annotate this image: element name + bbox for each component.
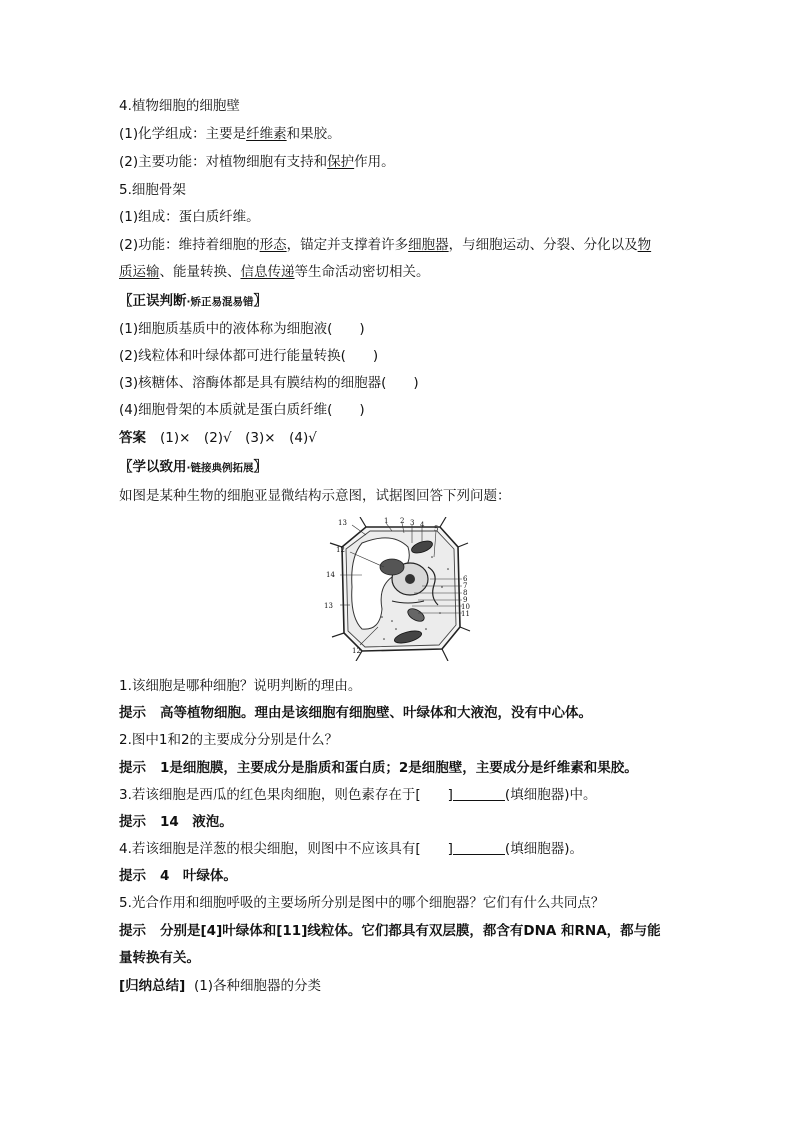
judge-section-tag: 〖正误判断·矫正易混易错〗 [119,293,267,309]
label-8: 8 [463,589,468,597]
summary-line: [归纳总结] (1)各种细胞器的分类 [119,978,322,994]
label-5: 5 [434,525,439,533]
underlined-term: 细胞器 [408,237,449,253]
label-6: 6 [463,575,468,583]
underlined-term: 质运输 [119,264,160,280]
section-5-line-3: 质运输、能量转换、信息传递等生命活动密切相关。 [119,264,430,280]
label-7: 7 [463,582,468,590]
label-10: 10 [461,603,470,611]
hint-2: 提示 1是细胞膜，主要成分是脂质和蛋白质；2是细胞壁，主要成分是纤维素和果胶。 [119,760,638,776]
question-1: 1.该细胞是哪种细胞？说明判断的理由。 [119,678,362,694]
label-3: 3 [410,519,415,527]
question-2: 2.图中1和2的主要成分分别是什么？ [119,732,339,748]
plant-cell-svg [322,517,482,661]
answer-blank [453,786,505,801]
label-13: 13 [338,519,347,527]
apply-section-tag: 〖学以致用·链接典例拓展〗 [119,459,267,475]
hint-5-continued: 量转换有关。 [119,950,200,966]
hint-5: 提示 分别是[4]叶绿体和[11]线粒体。它们都具有双层膜，都含有DNA 和RNA，都与能 [119,923,661,939]
section-5-title: 5.细胞骨架 [119,182,186,198]
judge-item-2: (2)线粒体和叶绿体都可进行能量转换( ) [119,348,379,364]
section-5-line-1: (1)组成：蛋白质纤维。 [119,209,260,225]
underlined-term: 物 [637,237,652,253]
underlined-term: 纤维素 [246,126,287,142]
section-4-line-2: (2)主要功能：对植物细胞有支持和保护作用。 [119,154,395,170]
label-12: 12 [336,546,345,554]
question-4: 4.若该细胞是洋葱的根尖细胞，则图中不应该具有[ ] (填细胞器)。 [119,841,583,857]
judge-answer: 答案 (1)× (2)√ (3)× (4)√ [119,430,317,446]
hint-3: 提示 14 液泡。 [119,814,233,830]
hint-4: 提示 4 叶绿体。 [119,868,237,884]
answer-blank [453,840,505,855]
label-4: 4 [420,521,425,529]
label-13b: 13 [324,602,333,610]
section-4-line-1: (1)化学组成：主要是纤维素和果胶。 [119,126,341,142]
judge-item-1: (1)细胞质基质中的液体称为细胞液( ) [119,321,365,337]
label-12b: 12 [352,647,361,655]
judge-item-4: (4)细胞骨架的本质就是蛋白质纤维( ) [119,402,365,418]
underlined-term: 信息传递 [240,264,295,280]
label-11: 11 [461,610,470,618]
plant-cell-diagram [322,517,482,661]
question-5: 5.光合作用和细胞呼吸的主要场所分别是图中的哪个细胞器？它们有什么共同点？ [119,895,605,911]
underlined-term: 保护 [327,154,355,170]
question-3: 3.若该细胞是西瓜的红色果肉细胞，则色素存在于[ ] (填细胞器)中。 [119,787,597,803]
label-2: 2 [400,517,405,525]
apply-intro: 如图是某种生物的细胞亚显微结构示意图，试据图回答下列问题： [119,488,511,504]
label-14: 14 [326,571,335,579]
hint-1: 提示 高等植物细胞。理由是该细胞有细胞壁、叶绿体和大液泡，没有中心体。 [119,705,592,721]
section-5-line-2: (2)功能：维持着细胞的形态，锚定并支撑着许多细胞器，与细胞运动、分裂、分化以及物 [119,237,652,253]
label-1: 1 [384,517,389,525]
label-9: 9 [463,596,468,604]
section-4-title: 4.植物细胞的细胞壁 [119,98,240,114]
judge-item-3: (3)核糖体、溶酶体都是具有膜结构的细胞器( ) [119,375,419,391]
underlined-term: 形态 [259,237,287,253]
nucleolus [405,574,415,584]
